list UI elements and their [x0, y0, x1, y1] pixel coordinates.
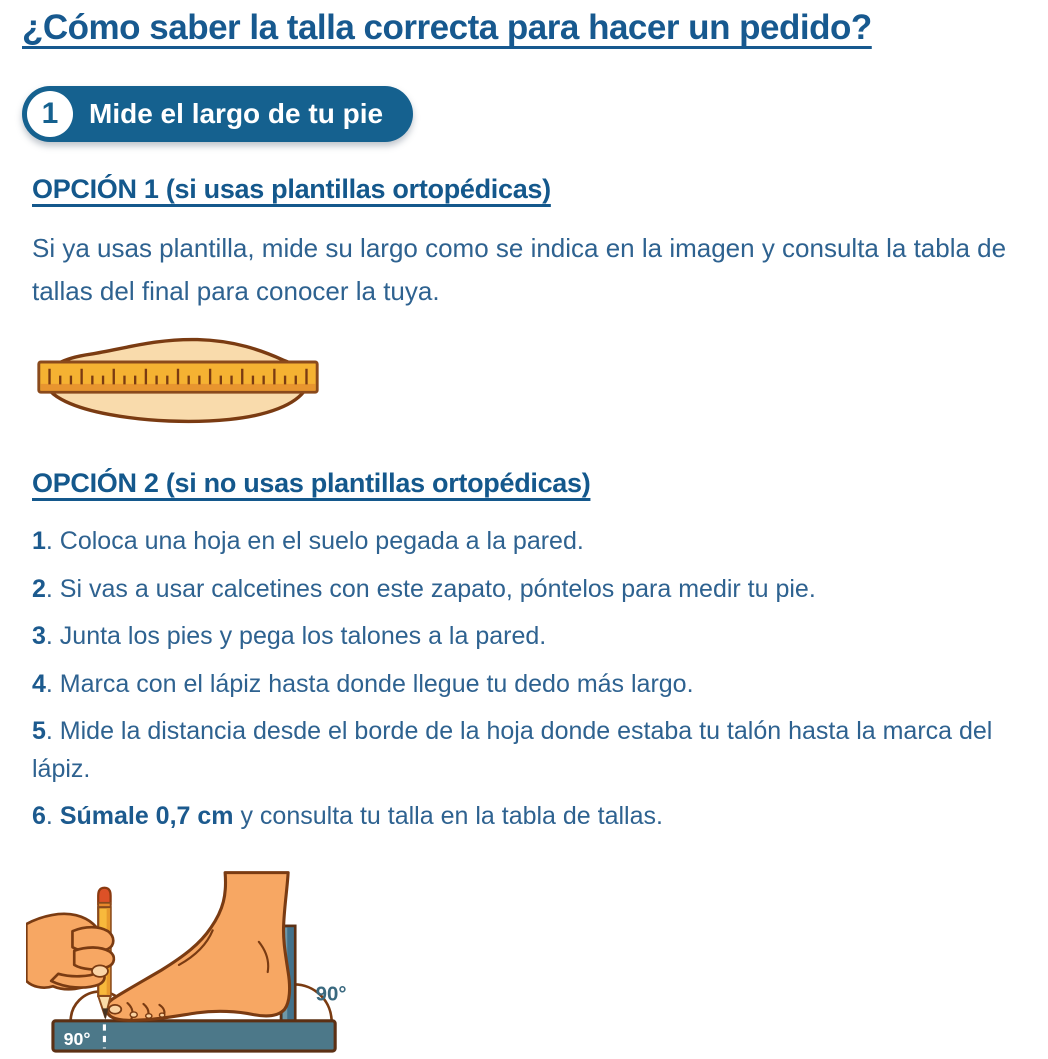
step-item-number: 3: [32, 622, 46, 651]
foot-measurement-svg: [26, 846, 426, 1059]
insole-ruler-illustration: [32, 324, 1020, 436]
step-number-circle: [27, 91, 73, 137]
step-item-text: . Si vas a usar calcetines con este zapato, póntelos para medir tu pie.: [45, 574, 816, 603]
measurement-steps-list: [32, 523, 1020, 836]
step-item-4: [32, 666, 1020, 704]
step-item-6: [32, 798, 1020, 836]
step-item-2: [32, 571, 1020, 609]
page-title: ¿Cómo saber la talla correcta para hacer un pedido?: [22, 8, 872, 47]
step-item-number: 4: [32, 669, 46, 698]
step-item-number: 6: [32, 802, 46, 831]
step-item-number: 1: [32, 527, 46, 556]
step-1-badge: [22, 86, 413, 142]
angle-label-wall: 90°: [315, 983, 347, 1006]
insole-ruler-svg: [32, 324, 324, 436]
big-toenail: [109, 1004, 121, 1013]
toenail: [159, 1013, 164, 1017]
step-item-text: . Mide la distancia desde el borde de la hoja donde estaba tu talón hasta la marca del lápiz.: [32, 717, 993, 783]
fingernail: [92, 965, 108, 977]
step-item-sep: .: [45, 802, 60, 831]
option2-heading: OPCIÓN 2 (si no usas plantillas ortopédicas): [32, 468, 591, 499]
step-item-number: 2: [32, 574, 46, 603]
step-item-text: y consulta tu talla en la tabla de tallas.: [233, 802, 663, 831]
foot-shape: [106, 872, 289, 1020]
step-item-3: [32, 618, 1020, 656]
step-badge-label: Mide el largo de tu pie: [89, 97, 384, 129]
step-item-text: . Junta los pies y pega los talones a la pared.: [45, 622, 547, 651]
toenail: [130, 1012, 137, 1017]
ruler-icon: [39, 362, 317, 392]
step-item-text: . Marca con el lápiz hasta donde llegue tu dedo más largo.: [45, 669, 694, 698]
step-item-1: [32, 523, 1020, 561]
toenail: [146, 1013, 152, 1018]
angle-label-floor: 90°: [63, 1028, 91, 1049]
step-number: 1: [41, 96, 59, 130]
option1-body-text: Si ya usas plantilla, mide su largo como se indica en la imagen y consulta la tabla de tallas del final para conocer la tuya.: [32, 232, 1007, 307]
option1-heading: OPCIÓN 1 (si usas plantillas ortopédicas): [32, 173, 551, 204]
step-item-text: . Coloca una hoja en el suelo pegada a la pared.: [45, 527, 584, 556]
step-item-5: [32, 713, 1020, 788]
foot-measurement-illustration: [26, 846, 1020, 1059]
step-item-bold-text: Súmale 0,7 cm: [59, 802, 234, 831]
step-item-number: 5: [32, 717, 46, 746]
floor-block: [53, 1020, 335, 1050]
